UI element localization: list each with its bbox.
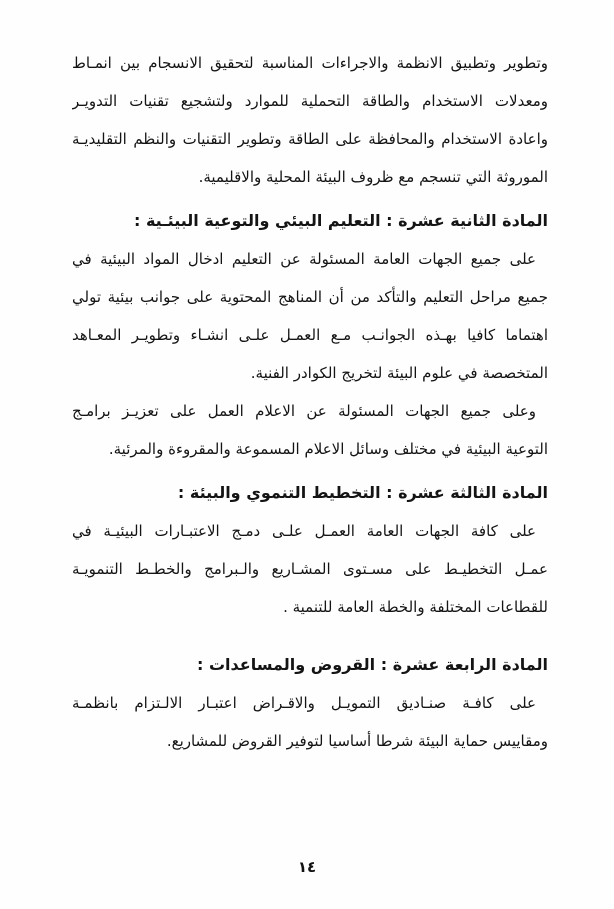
article-12-paragraph-1: [72, 240, 548, 392]
text-line: للقطاعات المختلفة والخطة العامة للتنمية .: [283, 598, 548, 616]
text-line: التوعية البيئية في مختلف وسائل الاعلام المسموعة والمقروءة والمرئية.: [108, 440, 548, 458]
paragraph-continuation: [72, 44, 548, 196]
text-line: اهتماما كافيا بهـذه الجوانـب مـع العمـل علـى انشـاء وتطويـر المعـاهد: [72, 326, 548, 344]
text-line: على جميع الجهات العامة المسئولة عن التعليم ادخال المواد البيئية في: [72, 250, 536, 268]
article-14-paragraph: [72, 684, 548, 760]
text-line: واعادة الاستخدام والمحافظة على الطاقة وتطوير التقنيات والنظم التقليديـة: [72, 130, 548, 148]
article-14-heading: المادة الرابعة عشرة : القروض والمساعدات :: [197, 655, 548, 674]
article-13-paragraph: [72, 512, 548, 626]
text-line: جميع مراحل التعليم والتأكد من أن المناهج المحتوية على جوانب بيئية تولي: [72, 288, 548, 306]
text-line: ومعدلات الاستخدام والطاقة التحملية للموارد ولتشجيع تقنيات التدويـر: [72, 92, 548, 110]
text-line: على كافـة صنـاديق التمويـل والاقـراض اعتبـار الالـتزام بانظمـة: [72, 694, 536, 712]
text-line: الموروثة التي تنسجم مع ظروف البيئة المحلية والاقليمية.: [198, 168, 548, 186]
text-line: ومقاييس حماية البيئة شرطا أساسيا لتوفير القروض للمشاريع.: [166, 732, 548, 750]
text-line: وعلى جميع الجهات المسئولة عن الاعلام العمل على تعزيـز برامـج: [72, 402, 536, 420]
page-number: ١٤: [297, 858, 317, 876]
text-line: على كافة الجهات العامة العمـل علـى دمـج الاعتبـارات البيئيـة في: [72, 522, 536, 540]
text-line: وتطوير وتطبيق الانظمة والاجراءات المناسبة لتحقيق الانسجام بين انمـاط: [72, 54, 548, 72]
text-line: المتخصصة في علوم البيئة لتخريج الكوادر الفنية.: [250, 364, 548, 382]
article-13-heading: المادة الثالثة عشرة : التخطيط التنموي والبيئة :: [177, 483, 548, 502]
article-12-paragraph-2: [72, 392, 548, 468]
text-line: عمـل التخطيـط على مسـتوى المشـاريع والـبرامج والخطـط التنمويـة: [72, 560, 548, 578]
article-12-heading: المادة الثانية عشرة : التعليم البيئي والتوعية البيئـية :: [133, 211, 548, 230]
